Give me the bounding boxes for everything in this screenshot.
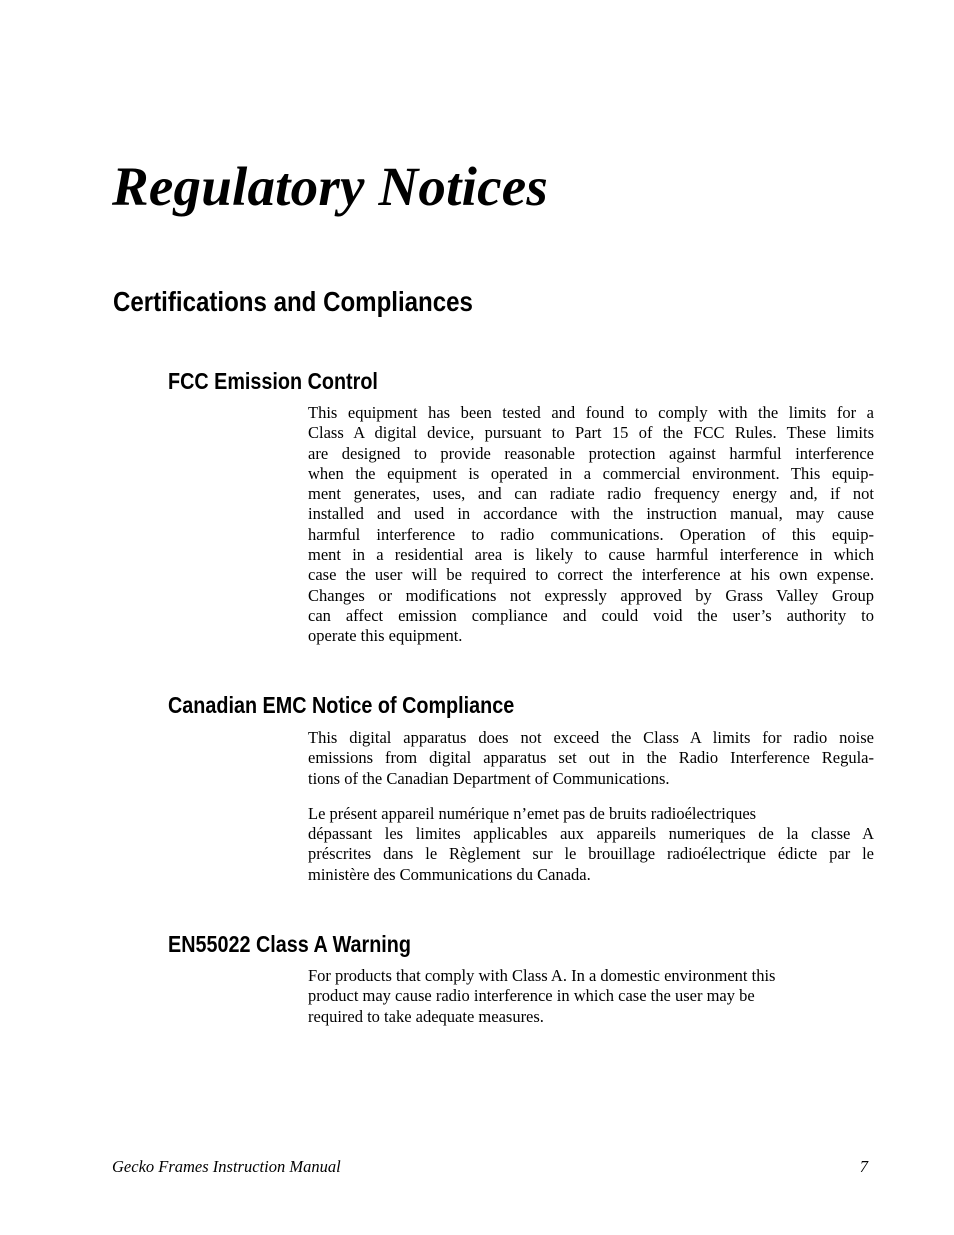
text-line: Le présent appareil numérique n’emet pas de bruits radioélectriques	[308, 803, 757, 823]
en55022-body	[308, 966, 874, 1027]
en55022-heading: EN55022 Class A Warning	[168, 931, 411, 957]
text-line: tions of the Canadian Department of Communications.	[308, 768, 670, 788]
fcc-heading: FCC Emission Control	[168, 368, 378, 394]
text-line: harmful interference to radio communications. Operation of this equip-	[308, 524, 874, 544]
canadian-body	[308, 728, 874, 885]
text-line: case the user will be required to correct the interference at his own expense.	[308, 565, 874, 585]
text-line: can affect emission compliance and could void the user’s authority to	[308, 605, 874, 625]
canadian-english-paragraph	[308, 728, 874, 789]
canadian-french-paragraph	[308, 804, 874, 885]
text-line: For products that comply with Class A. In a domestic environment this	[308, 966, 776, 985]
canadian-heading: Canadian EMC Notice of Compliance	[168, 692, 515, 718]
en55022-paragraph	[308, 966, 874, 1027]
fcc-body	[308, 403, 874, 647]
text-line: ment in a residential area is likely to cause harmful interference in which	[308, 545, 874, 565]
fcc-paragraph	[308, 403, 874, 647]
text-line: This digital apparatus does not exceed the Class A limits for radio noise	[308, 728, 874, 747]
text-line: operate this equipment.	[308, 626, 463, 646]
footer-manual-title: Gecko Frames Instruction Manual	[112, 1157, 341, 1176]
text-line: are designed to provide reasonable protection against harmful interference	[308, 443, 874, 463]
page-title: Regulatory Notices	[112, 156, 548, 217]
text-line: This equipment has been tested and found to comply with the limits for a	[308, 403, 874, 422]
text-line: required to take adequate measures.	[308, 1006, 544, 1026]
section-title-certifications: Certifications and Compliances	[113, 286, 473, 317]
footer-page-number: 7	[859, 1157, 868, 1176]
text-line: when the equipment is operated in a commercial environment. This equip-	[308, 463, 874, 483]
text-line: Changes or modifications not expressly approved by Grass Valley Group	[308, 585, 874, 605]
text-line: emissions from digital apparatus set out in the Radio Interference Regula-	[308, 748, 874, 768]
text-line: ment generates, uses, and can radiate radio frequency energy and, if not	[308, 484, 874, 504]
text-line: préscrites dans le Règlement sur le brouillage radioélectrique édicte par le	[308, 844, 874, 864]
text-line: product may cause radio interference in which case the user may be	[308, 986, 755, 1006]
text-line: Class A digital device, pursuant to Part 15 of the FCC Rules. These limits	[308, 423, 874, 443]
text-line: ministère des Communications du Canada.	[308, 864, 591, 884]
text-line: installed and used in accordance with the instruction manual, may cause	[308, 504, 874, 524]
text-line: dépassant les limites applicables aux appareils numeriques de la classe A	[308, 824, 874, 844]
